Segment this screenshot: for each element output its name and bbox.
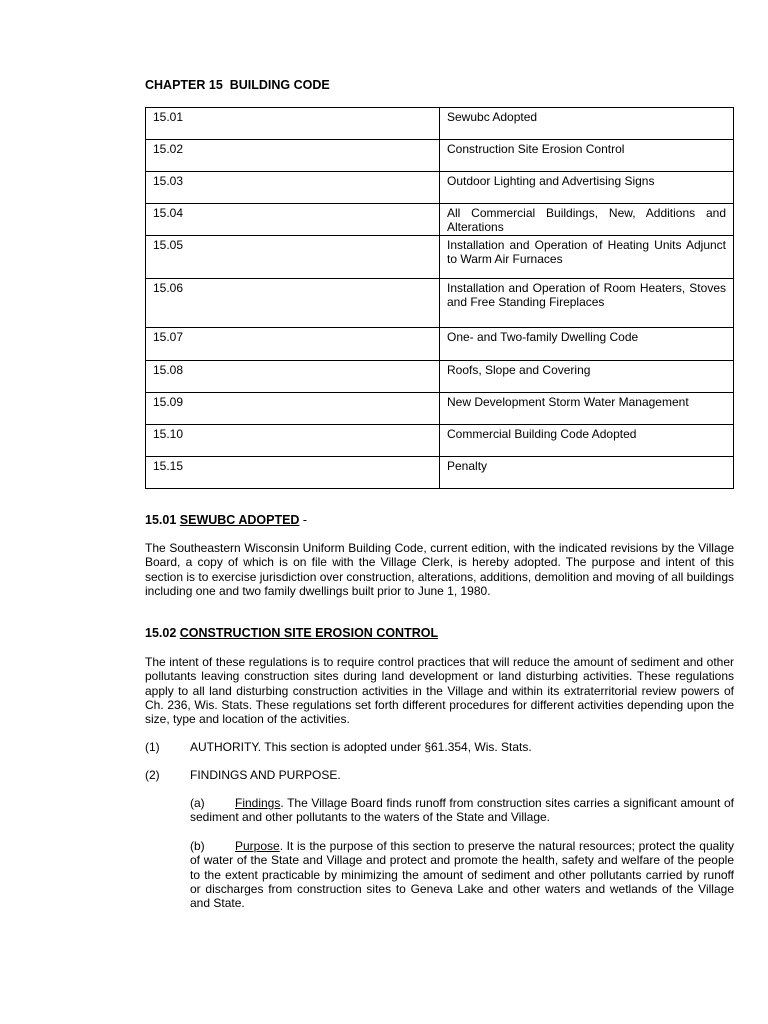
toc-number: 15.04 bbox=[146, 204, 440, 236]
toc-number: 15.07 bbox=[146, 328, 440, 361]
section-number: 15.02 bbox=[145, 626, 177, 640]
item-authority bbox=[145, 740, 532, 754]
toc-number: 15.09 bbox=[146, 393, 440, 425]
section-1501-heading bbox=[145, 513, 307, 527]
toc-number: 15.01 bbox=[146, 108, 440, 140]
table-row bbox=[146, 425, 734, 457]
item-text: FINDINGS AND PURPOSE. bbox=[190, 768, 341, 782]
section-dash: - bbox=[299, 513, 308, 527]
sub-item-term: Purpose bbox=[235, 839, 280, 853]
toc-title: Installation and Operation of Room Heaters, Stoves and Free Standing Fireplaces bbox=[440, 279, 734, 328]
item-text: AUTHORITY. This section is adopted under §61.354, Wis. Stats. bbox=[190, 740, 532, 754]
toc-title: One- and Two-family Dwelling Code bbox=[440, 328, 734, 361]
sub-item-findings bbox=[190, 796, 734, 825]
toc-title: Outdoor Lighting and Advertising Signs bbox=[440, 172, 734, 204]
table-row bbox=[146, 140, 734, 172]
toc-title: All Commercial Buildings, New, Additions and Alterations bbox=[440, 204, 734, 236]
section-title: CONSTRUCTION SITE EROSION CONTROL bbox=[179, 626, 439, 640]
table-row bbox=[146, 361, 734, 393]
toc-number: 15.05 bbox=[146, 236, 440, 279]
section-number: 15.01 bbox=[145, 513, 177, 527]
table-of-contents bbox=[145, 107, 734, 489]
chapter-title: CHAPTER 15 BUILDING CODE bbox=[145, 78, 330, 92]
toc-title: Installation and Operation of Heating Units Adjunct to Warm Air Furnaces bbox=[440, 236, 734, 279]
section-1502-heading bbox=[145, 626, 438, 640]
section-1501-body: The Southeastern Wisconsin Uniform Building Code, current edition, with the indicated revisions by the Village Board, a copy of which is on file with the Village Clerk, is hereby adopted. The purpose and intent of this section is to exercise jurisdiction over construction, alterations, additions, demolition and moving of all buildings including one and two family dwellings built prior to June 1, 1980. bbox=[145, 541, 734, 598]
table-row bbox=[146, 172, 734, 204]
toc-number: 15.02 bbox=[146, 140, 440, 172]
sub-item-label: (a) bbox=[190, 796, 205, 810]
sub-item-purpose bbox=[190, 839, 734, 910]
table-row bbox=[146, 236, 734, 279]
table-row bbox=[146, 393, 734, 425]
section-title: SEWUBC ADOPTED bbox=[179, 513, 300, 527]
table-row bbox=[146, 457, 734, 489]
toc-title: New Development Storm Water Management bbox=[440, 393, 734, 425]
toc-number: 15.08 bbox=[146, 361, 440, 393]
toc-number: 15.03 bbox=[146, 172, 440, 204]
toc-title: Commercial Building Code Adopted bbox=[440, 425, 734, 457]
sub-item-text: . The Village Board finds runoff from construction sites carries a significant amount of sediment and other pollutants to the waters of the State and Village. bbox=[190, 796, 734, 825]
toc-title: Construction Site Erosion Control bbox=[440, 140, 734, 172]
toc-title: Roofs, Slope and Covering bbox=[440, 361, 734, 393]
table-row bbox=[146, 328, 734, 361]
toc-title: Sewubc Adopted bbox=[440, 108, 734, 140]
sub-item-term: Findings bbox=[235, 796, 281, 810]
table-row bbox=[146, 108, 734, 140]
sub-item-text: . It is the purpose of this section to preserve the natural resources; protect the quality of water of the State and Village and protect and promote the health, safety and welfare of the people to the extent practicable by minimizing the amount of sediment and other pollutants carried by runoff or discharges from construction sites to Geneva Lake and other waters and wetlands of the Village and State. bbox=[190, 839, 734, 911]
item-label: (1) bbox=[145, 740, 160, 754]
toc-number: 15.10 bbox=[146, 425, 440, 457]
sub-item-label: (b) bbox=[190, 839, 205, 853]
section-1502-body: The intent of these regulations is to require control practices that will reduce the amount of sediment and other pollutants leaving construction sites during land development or land disturbing activities. These regulations apply to all land disturbing construction activities in the Village and within its extraterritorial review powers of Ch. 236, Wis. Stats. These regulations set forth different procedures for different activities depending upon the size, type and location of the activities. bbox=[145, 655, 734, 727]
table-row bbox=[146, 279, 734, 328]
toc-title: Penalty bbox=[440, 457, 734, 489]
table-row bbox=[146, 204, 734, 236]
toc-number: 15.06 bbox=[146, 279, 440, 328]
toc-number: 15.15 bbox=[146, 457, 440, 489]
item-findings-purpose bbox=[145, 768, 341, 782]
item-label: (2) bbox=[145, 768, 160, 782]
